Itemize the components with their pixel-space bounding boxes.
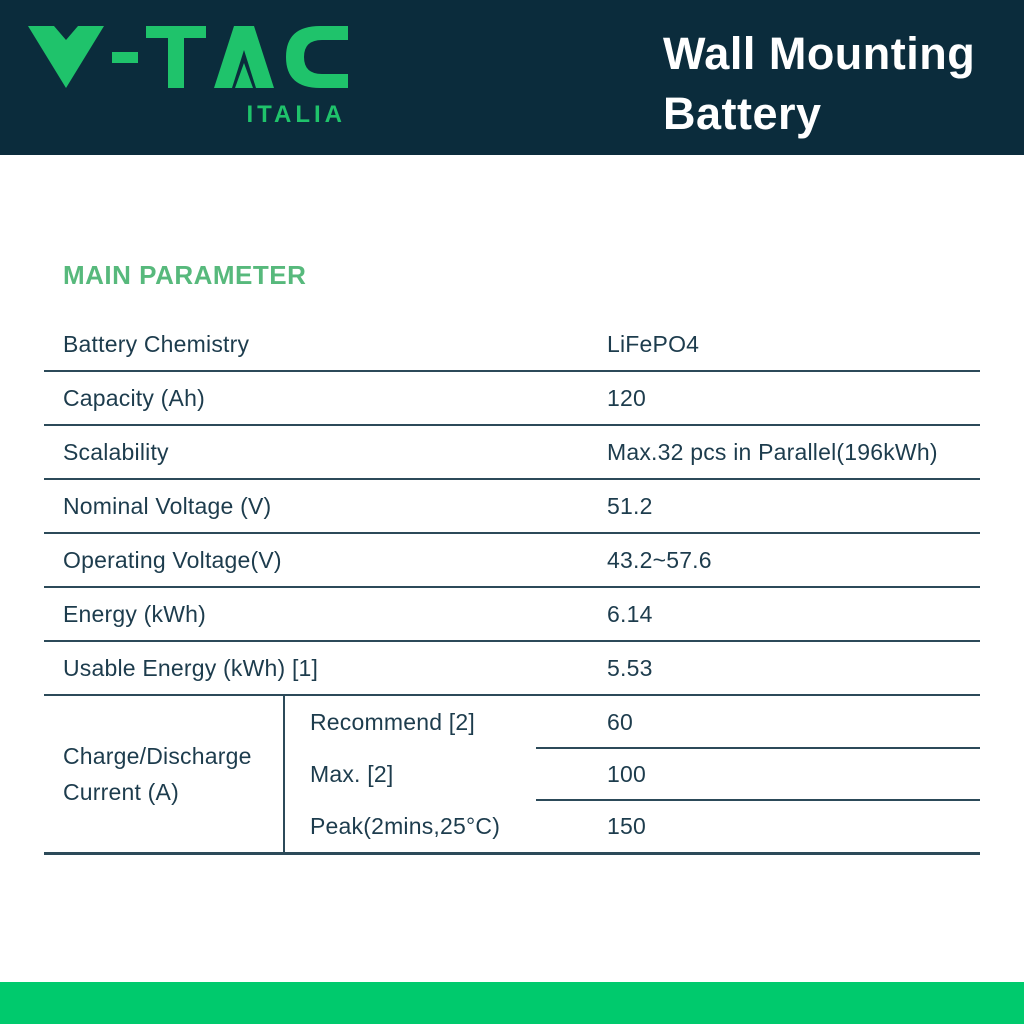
row-value: 5.53 (607, 654, 653, 681)
page-title-line1: Wall Mounting (663, 28, 976, 79)
subrow-label: Max. [2] (310, 760, 394, 787)
group-label-line1: Charge/Discharge (63, 743, 252, 769)
charge-discharge-group (44, 696, 980, 855)
table-row (44, 588, 980, 642)
table-row (44, 372, 980, 426)
table-row (44, 480, 980, 534)
row-value: Max.32 pcs in Parallel(196kWh) (607, 438, 938, 465)
table-row (44, 534, 980, 588)
subrow-value: 150 (607, 812, 646, 839)
subrow-label: Recommend [2] (310, 708, 475, 735)
row-label: Nominal Voltage (V) (63, 492, 272, 519)
row-label: Capacity (Ah) (63, 384, 205, 411)
section-title: MAIN PARAMETER (63, 260, 307, 290)
row-label: Operating Voltage(V) (63, 546, 282, 573)
row-value: 120 (607, 384, 646, 411)
subrow-label: Peak(2mins,25°C) (310, 812, 501, 839)
table-subrow (285, 748, 980, 800)
row-label: Energy (kWh) (63, 600, 206, 627)
table-row (44, 426, 980, 480)
group-rows (285, 696, 980, 852)
logo-subtext: ITALIA (246, 101, 346, 128)
table-subrow (285, 800, 980, 852)
vtac-logo-icon (28, 26, 348, 128)
spec-table (44, 318, 980, 855)
group-label (44, 696, 285, 852)
table-row (44, 642, 980, 696)
header-banner (0, 0, 1024, 155)
row-value: 43.2~57.6 (607, 546, 712, 573)
row-value: LiFePO4 (607, 330, 700, 357)
table-row (44, 318, 980, 372)
row-value: 51.2 (607, 492, 653, 519)
row-label: Scalability (63, 438, 169, 465)
row-value: 6.14 (607, 600, 653, 627)
table-subrow (285, 696, 980, 748)
group-label-line2: Current (A) (63, 779, 179, 805)
page-title-line2: Battery (663, 88, 822, 139)
row-label: Battery Chemistry (63, 330, 250, 357)
vtac-logo (28, 26, 348, 128)
footer-accent-bar (0, 982, 1024, 1024)
logo-letter-t-stem (168, 26, 184, 88)
logo-letter-c (286, 26, 348, 88)
logo-hyphen (112, 52, 138, 63)
logo-letter-v (28, 26, 104, 88)
page-title (663, 24, 975, 144)
subrow-value: 60 (607, 708, 633, 735)
row-label: Usable Energy (kWh) [1] (63, 654, 319, 681)
subrow-value: 100 (607, 760, 646, 787)
